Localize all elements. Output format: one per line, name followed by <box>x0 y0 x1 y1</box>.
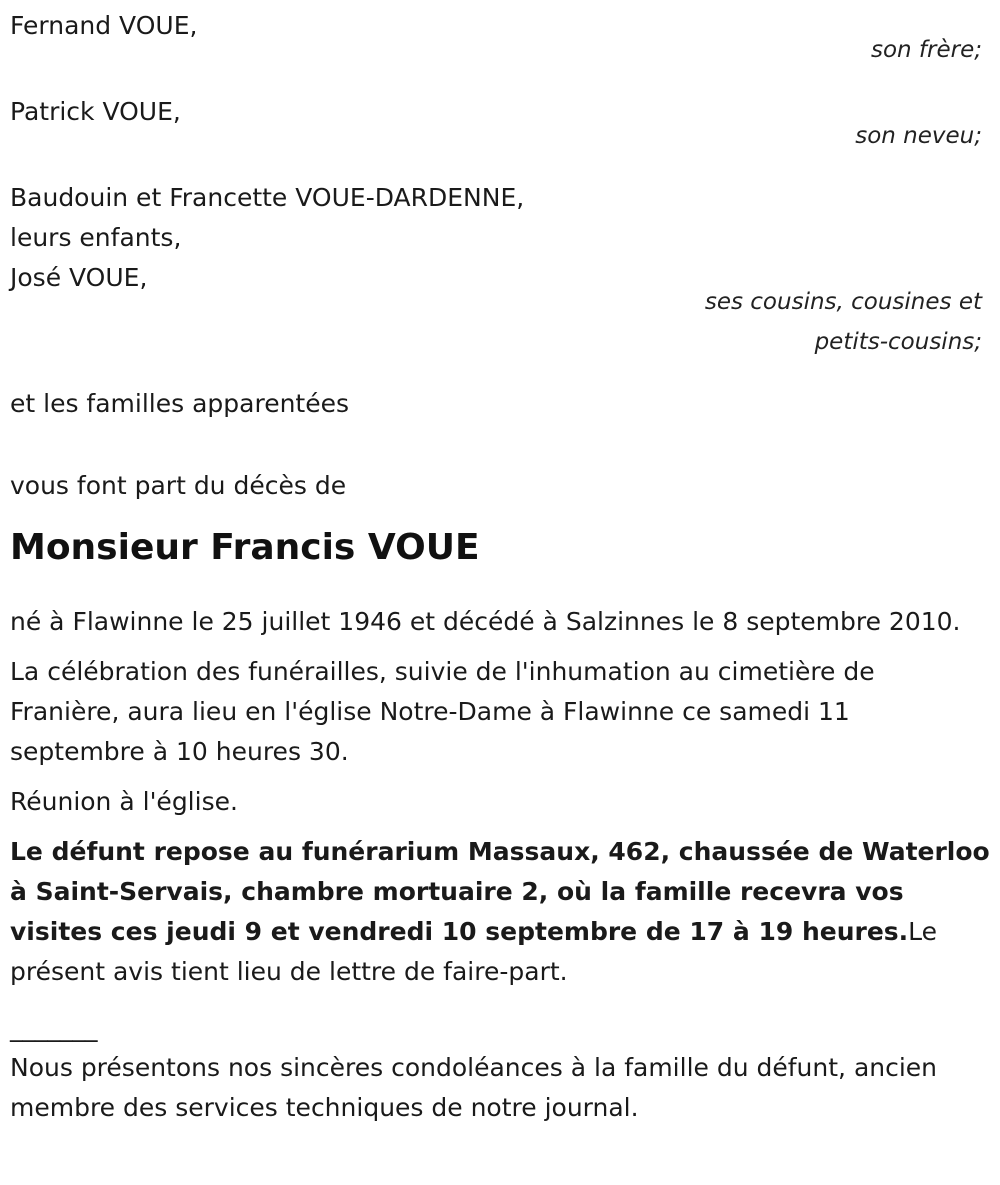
family-member-patrick: Patrick VOUE, <box>10 97 181 126</box>
family-children: leurs enfants, <box>10 223 182 252</box>
relation-nephew: son neveu; <box>855 123 982 149</box>
deceased-name: Monsieur Francis VOUE <box>10 527 480 568</box>
family-member-fernand: Fernand VOUE, <box>10 11 198 40</box>
separator-line: _______ <box>10 1013 98 1042</box>
spacer <box>10 70 990 92</box>
related-families: et les familles apparentées <box>10 389 350 418</box>
relation-cousins: ses cousins, cousines et petits-cousins; <box>704 289 982 355</box>
spacer <box>10 156 990 178</box>
visitation-paragraph <box>10 832 990 992</box>
spacer <box>10 362 990 384</box>
notice-text: Le présent avis tient lieu de lettre de faire-part. <box>10 917 938 986</box>
family-member-baudouin: Baudouin et Francette VOUE-DARDENNE, <box>10 183 525 212</box>
meeting-place: Réunion à l'église. <box>10 787 238 816</box>
announcement-text: vous font part du décès de <box>10 471 347 500</box>
relation-brother: son frère; <box>870 37 982 63</box>
spacer <box>10 424 990 466</box>
family-member-jose: José VOUE, <box>10 263 148 292</box>
birth-death-dates: né à Flawinne le 25 juillet 1946 et décédé à Salzinnes le 8 septembre 2010. <box>10 607 961 636</box>
condolences-message: Nous présentons nos sincères condoléances à la famille du défunt, ancien membre des services techniques de notre journal. <box>10 1053 938 1122</box>
funeral-ceremony: La célébration des funérailles, suivie de l'inhumation au cimetière de Franière, aura lieu en l'église Notre-Dame à Flawinne ce samedi 11 septembre à 10 heures 30. <box>10 657 875 766</box>
visitation-details: Le défunt repose au funérarium Massaux, 462, chaussée de Waterloo à Saint-Servais, chambre mortuaire 2, où la famille recevra vos visites ces jeudi 9 et vendredi 10 septembre de 17 à 19 heures. <box>10 837 990 946</box>
